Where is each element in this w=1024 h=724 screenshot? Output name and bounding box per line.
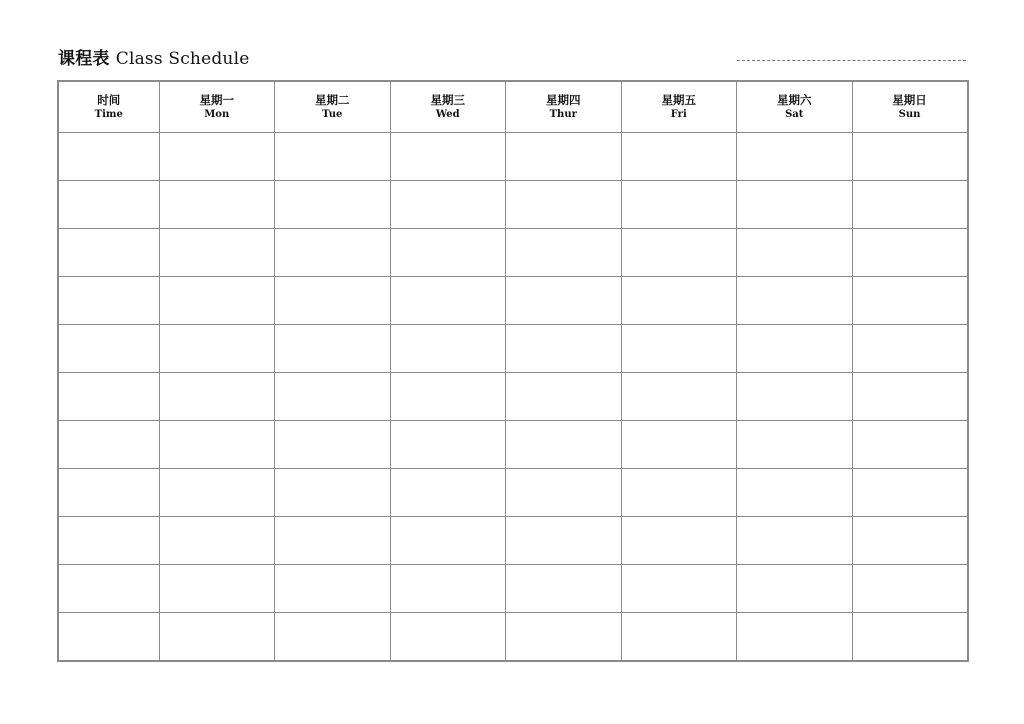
schedule-cell-thursday[interactable] <box>506 229 622 277</box>
header-monday-en: Mon <box>204 109 230 120</box>
schedule-body <box>58 133 968 662</box>
schedule-cell-time[interactable] <box>58 325 159 373</box>
schedule-cell-time[interactable] <box>58 421 159 469</box>
schedule-cell-tuesday[interactable] <box>275 325 391 373</box>
header-thursday-en: Thur <box>549 109 577 120</box>
schedule-cell-sunday[interactable] <box>852 517 968 565</box>
schedule-cell-monday[interactable] <box>159 325 275 373</box>
table-row <box>58 133 968 181</box>
header-friday-en: Fri <box>670 109 687 120</box>
table-row <box>58 325 968 373</box>
header-tuesday-en: Tue <box>322 109 343 120</box>
schedule-cell-sunday[interactable] <box>852 181 968 229</box>
table-row <box>58 373 968 421</box>
schedule-cell-wednesday[interactable] <box>390 277 506 325</box>
schedule-cell-sunday[interactable] <box>852 469 968 517</box>
schedule-cell-monday[interactable] <box>159 181 275 229</box>
schedule-cell-monday[interactable] <box>159 565 275 613</box>
table-row <box>58 421 968 469</box>
schedule-cell-sunday[interactable] <box>852 373 968 421</box>
schedule-cell-saturday[interactable] <box>737 421 853 469</box>
schedule-cell-friday[interactable] <box>621 469 737 517</box>
schedule-cell-friday[interactable] <box>621 517 737 565</box>
schedule-header <box>58 81 968 133</box>
schedule-cell-wednesday[interactable] <box>390 469 506 517</box>
schedule-cell-saturday[interactable] <box>737 277 853 325</box>
table-row <box>58 517 968 565</box>
schedule-cell-tuesday[interactable] <box>275 421 391 469</box>
schedule-cell-monday[interactable] <box>159 421 275 469</box>
schedule-cell-friday[interactable] <box>621 133 737 181</box>
schedule-cell-friday[interactable] <box>621 181 737 229</box>
schedule-cell-sunday[interactable] <box>852 229 968 277</box>
schedule-cell-tuesday[interactable] <box>275 133 391 181</box>
header-wednesday-zh: 星期三 <box>430 93 465 107</box>
schedule-cell-time[interactable] <box>58 613 159 662</box>
table-row <box>58 613 968 662</box>
schedule-cell-time[interactable] <box>58 181 159 229</box>
schedule-cell-wednesday[interactable] <box>390 133 506 181</box>
schedule-cell-thursday[interactable] <box>506 373 622 421</box>
schedule-cell-friday[interactable] <box>621 325 737 373</box>
header-row <box>58 81 968 133</box>
table-row <box>58 469 968 517</box>
schedule-cell-monday[interactable] <box>159 133 275 181</box>
schedule-cell-tuesday[interactable] <box>275 229 391 277</box>
schedule-cell-time[interactable] <box>58 469 159 517</box>
schedule-cell-monday[interactable] <box>159 373 275 421</box>
schedule-cell-tuesday[interactable] <box>275 469 391 517</box>
schedule-cell-saturday[interactable] <box>737 133 853 181</box>
header-sunday <box>852 81 968 133</box>
schedule-cell-friday[interactable] <box>621 565 737 613</box>
schedule-cell-thursday[interactable] <box>506 565 622 613</box>
schedule-cell-time[interactable] <box>58 229 159 277</box>
schedule-cell-time[interactable] <box>58 277 159 325</box>
table-row <box>58 565 968 613</box>
schedule-cell-tuesday[interactable] <box>275 181 391 229</box>
table-row <box>58 229 968 277</box>
schedule-cell-friday[interactable] <box>621 421 737 469</box>
header-saturday-zh: 星期六 <box>777 93 812 107</box>
table-row <box>58 277 968 325</box>
schedule-cell-sunday[interactable] <box>852 565 968 613</box>
title-chinese: 课程表 <box>58 49 110 69</box>
header-tuesday-zh: 星期二 <box>315 93 350 107</box>
schedule-cell-monday[interactable] <box>159 469 275 517</box>
schedule-cell-saturday[interactable] <box>737 613 853 662</box>
schedule-cell-thursday[interactable] <box>506 421 622 469</box>
schedule-cell-thursday[interactable] <box>506 325 622 373</box>
schedule-cell-wednesday[interactable] <box>390 613 506 662</box>
schedule-cell-friday[interactable] <box>621 613 737 662</box>
schedule-cell-thursday[interactable] <box>506 133 622 181</box>
header-wednesday <box>390 81 506 133</box>
header-monday <box>159 81 275 133</box>
header-time <box>58 81 159 133</box>
schedule-cell-tuesday[interactable] <box>275 517 391 565</box>
page-title <box>58 44 249 69</box>
schedule-cell-monday[interactable] <box>159 277 275 325</box>
header-saturday-en: Sat <box>785 109 804 120</box>
schedule-cell-wednesday[interactable] <box>390 373 506 421</box>
schedule-cell-thursday[interactable] <box>506 277 622 325</box>
schedule-cell-friday[interactable] <box>621 277 737 325</box>
header-thursday <box>506 81 622 133</box>
schedule-table <box>57 80 969 662</box>
schedule-cell-saturday[interactable] <box>737 229 853 277</box>
schedule-cell-wednesday[interactable] <box>390 565 506 613</box>
schedule-cell-sunday[interactable] <box>852 277 968 325</box>
schedule-cell-friday[interactable] <box>621 373 737 421</box>
schedule-cell-thursday[interactable] <box>506 469 622 517</box>
schedule-cell-saturday[interactable] <box>737 469 853 517</box>
schedule-cell-time[interactable] <box>58 517 159 565</box>
schedule-cell-wednesday[interactable] <box>390 421 506 469</box>
header-saturday <box>737 81 853 133</box>
header-wednesday-en: Wed <box>435 109 460 120</box>
schedule-cell-friday[interactable] <box>621 229 737 277</box>
schedule-cell-saturday[interactable] <box>737 325 853 373</box>
schedule-cell-sunday[interactable] <box>852 325 968 373</box>
schedule-cell-saturday[interactable] <box>737 181 853 229</box>
schedule-cell-tuesday[interactable] <box>275 373 391 421</box>
schedule-cell-sunday[interactable] <box>852 613 968 662</box>
schedule-cell-wednesday[interactable] <box>390 517 506 565</box>
header-monday-zh: 星期一 <box>199 93 234 107</box>
schedule-cell-sunday[interactable] <box>852 133 968 181</box>
header-sunday-zh: 星期日 <box>892 93 927 107</box>
schedule-cell-wednesday[interactable] <box>390 181 506 229</box>
schedule-cell-thursday[interactable] <box>506 181 622 229</box>
schedule-cell-time[interactable] <box>58 133 159 181</box>
schedule-cell-tuesday[interactable] <box>275 613 391 662</box>
schedule-cell-wednesday[interactable] <box>390 229 506 277</box>
header-time-en: Time <box>94 109 123 120</box>
header-friday-zh: 星期五 <box>661 93 696 107</box>
schedule-cell-saturday[interactable] <box>737 517 853 565</box>
schedule-cell-saturday[interactable] <box>737 373 853 421</box>
title-english: Class Schedule <box>115 49 250 69</box>
schedule-cell-monday[interactable] <box>159 613 275 662</box>
header-time-zh: 时间 <box>97 93 121 107</box>
schedule-cell-thursday[interactable] <box>506 613 622 662</box>
schedule-cell-time[interactable] <box>58 565 159 613</box>
header-thursday-zh: 星期四 <box>546 93 581 107</box>
schedule-cell-tuesday[interactable] <box>275 565 391 613</box>
schedule-cell-sunday[interactable] <box>852 421 968 469</box>
schedule-cell-thursday[interactable] <box>506 517 622 565</box>
schedule-cell-saturday[interactable] <box>737 565 853 613</box>
schedule-cell-tuesday[interactable] <box>275 277 391 325</box>
schedule-cell-monday[interactable] <box>159 517 275 565</box>
schedule-cell-monday[interactable] <box>159 229 275 277</box>
header-friday <box>621 81 737 133</box>
header-tuesday <box>275 81 391 133</box>
name-blank-line[interactable] <box>737 60 966 61</box>
schedule-cell-time[interactable] <box>58 373 159 421</box>
schedule-cell-wednesday[interactable] <box>390 325 506 373</box>
table-row <box>58 181 968 229</box>
header-sunday-en: Sun <box>898 109 921 120</box>
